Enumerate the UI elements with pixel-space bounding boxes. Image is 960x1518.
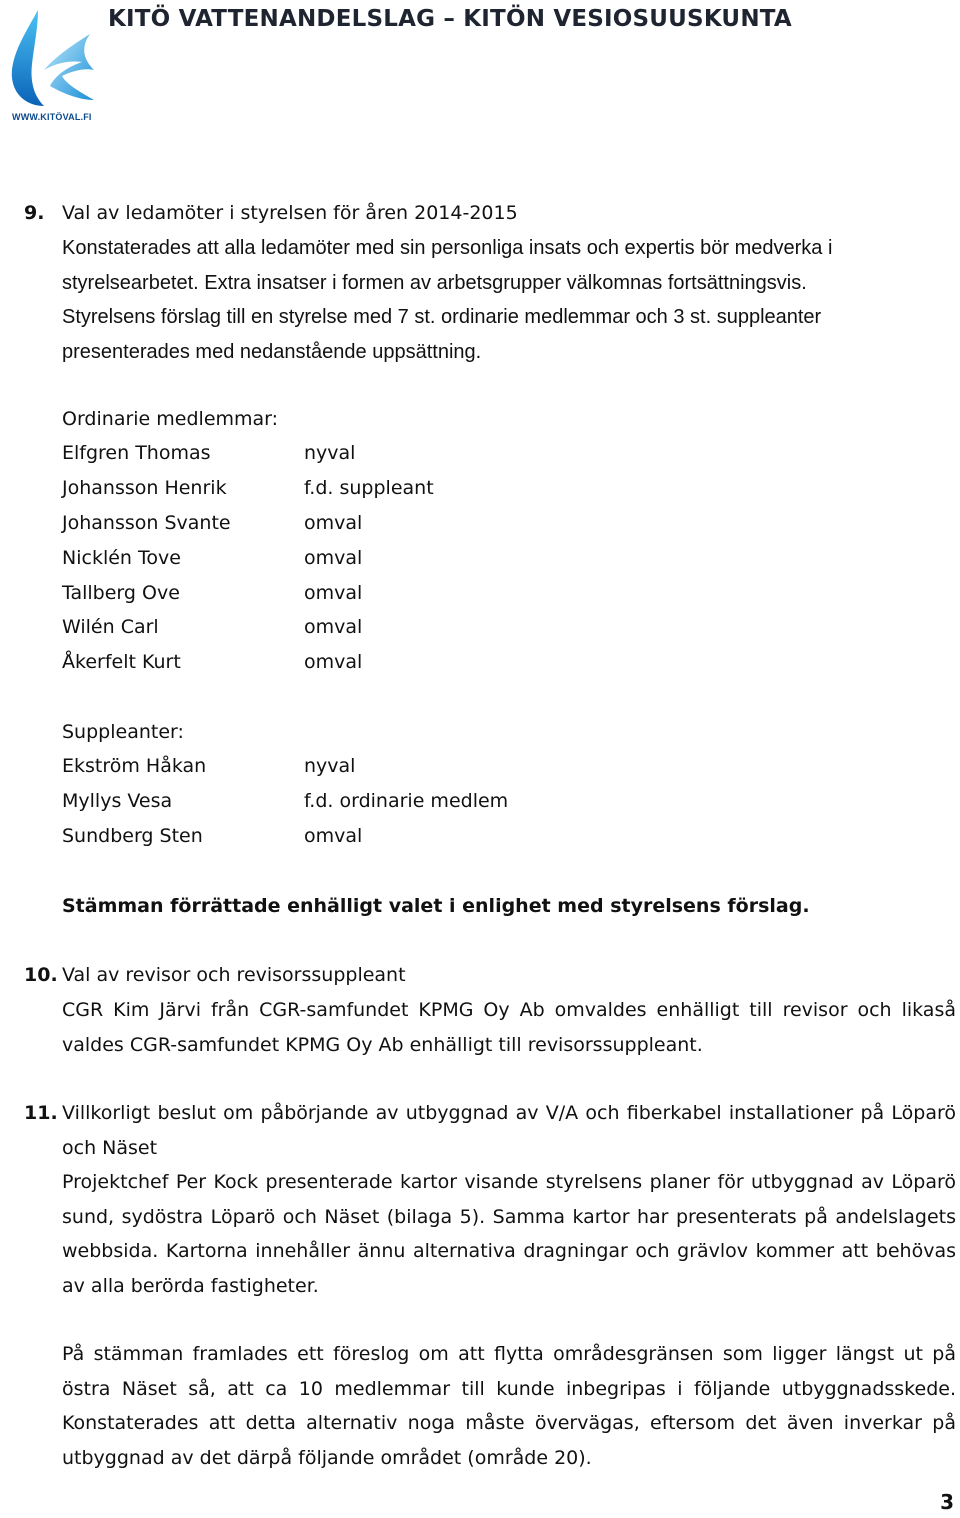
election-decision: Stämman förrättade enhälligt valet i enlighet med styrelsens förslag. [62, 895, 810, 917]
member-name: Johansson Henrik [62, 477, 227, 499]
section-9-line-4: presenterades med nedanstående uppsättning. [62, 340, 482, 363]
section-11-heading: Villkorligt beslut om påbörjande av utbyggnad av V/A och fiberkabel installationer på Löparö och Näset [62, 1102, 956, 1159]
member-status: f.d. suppleant [304, 477, 434, 499]
deputy-status: nyval [304, 755, 356, 777]
deputy-status: f.d. ordinarie medlem [304, 790, 509, 812]
section-9-body [62, 231, 956, 369]
member-status: omval [304, 651, 363, 673]
section-11-paragraph-2: På stämman framlades ett föreslog om att flytta områdesgränsen som ligger längst ut på östra Näset så, att ca 10 medlemmar till kunde inbegripas i följande utbyggnadsskede. Konstaterades att detta alternativ noga måste övervägas, eftersom det även inverkar på utbyggnad av det därpå följande området (område 20). [62, 1343, 956, 1469]
ordinary-members-heading: Ordinarie medlemmar: [62, 408, 279, 430]
section-9-number: 9. [24, 202, 45, 224]
section-11-number: 11. [24, 1102, 58, 1124]
deputy-status: omval [304, 825, 363, 847]
page-header-title: KITÖ VATTENANDELSLAG – KITÖN VESIOSUUSKUNTA [108, 6, 792, 32]
member-name: Tallberg Ove [62, 582, 180, 604]
deputy-name: Myllys Vesa [62, 790, 173, 812]
member-status: omval [304, 512, 363, 534]
deputies-heading: Suppleanter: [62, 721, 184, 743]
section-10-heading: Val av revisor och revisorssuppleant [62, 964, 406, 986]
member-name: Nicklén Tove [62, 547, 181, 569]
page-number: 3 [940, 1490, 954, 1514]
member-name: Johansson Svante [62, 512, 231, 534]
section-11-paragraph-1: Projektchef Per Kock presenterade kartor visande styrelsens planer för utbyggnad av Löparö sund, sydöstra Löparö och Näset (bilaga 5). Samma kartor har presenterats på andelslagets webbsida. Kartorna innehåller ännu alternativa dragningar och grävlov kommer att behövas av alla berörda fastigheter. [62, 1171, 956, 1297]
member-status: omval [304, 547, 363, 569]
member-status: nyval [304, 442, 356, 464]
member-name: Wilén Carl [62, 616, 159, 638]
section-10-body: CGR Kim Järvi från CGR-samfundet KPMG Oy Ab omvaldes enhälligt till revisor och likaså valdes CGR-samfundet KPMG Oy Ab enhälligt till revisorssuppleant. [62, 999, 956, 1056]
logo [4, 4, 96, 122]
member-name: Åkerfelt Kurt [62, 651, 181, 673]
section-9-heading: Val av ledamöter i styrelsen för åren 2014-2015 [62, 202, 518, 224]
logo-text: WWW.KITÖVAL.FI [12, 112, 92, 122]
kito-logo-icon [4, 4, 96, 112]
member-status: omval [304, 616, 363, 638]
deputy-name: Ekström Håkan [62, 755, 207, 777]
section-9-line-2: styrelsearbetet. Extra insatser i formen av arbetsgrupper välkomnas fortsättningsvis. [62, 271, 807, 294]
deputy-name: Sundberg Sten [62, 825, 203, 847]
section-9-line-3: Styrelsens förslag till en styrelse med 7 st. ordinarie medlemmar och 3 st. suppleanter [62, 306, 822, 329]
member-status: omval [304, 582, 363, 604]
section-10-number: 10. [24, 964, 58, 986]
member-name: Elfgren Thomas [62, 442, 211, 464]
section-9-line-1: Konstaterades att alla ledamöter med sin personliga insats och expertis bör medverka i [62, 237, 833, 259]
